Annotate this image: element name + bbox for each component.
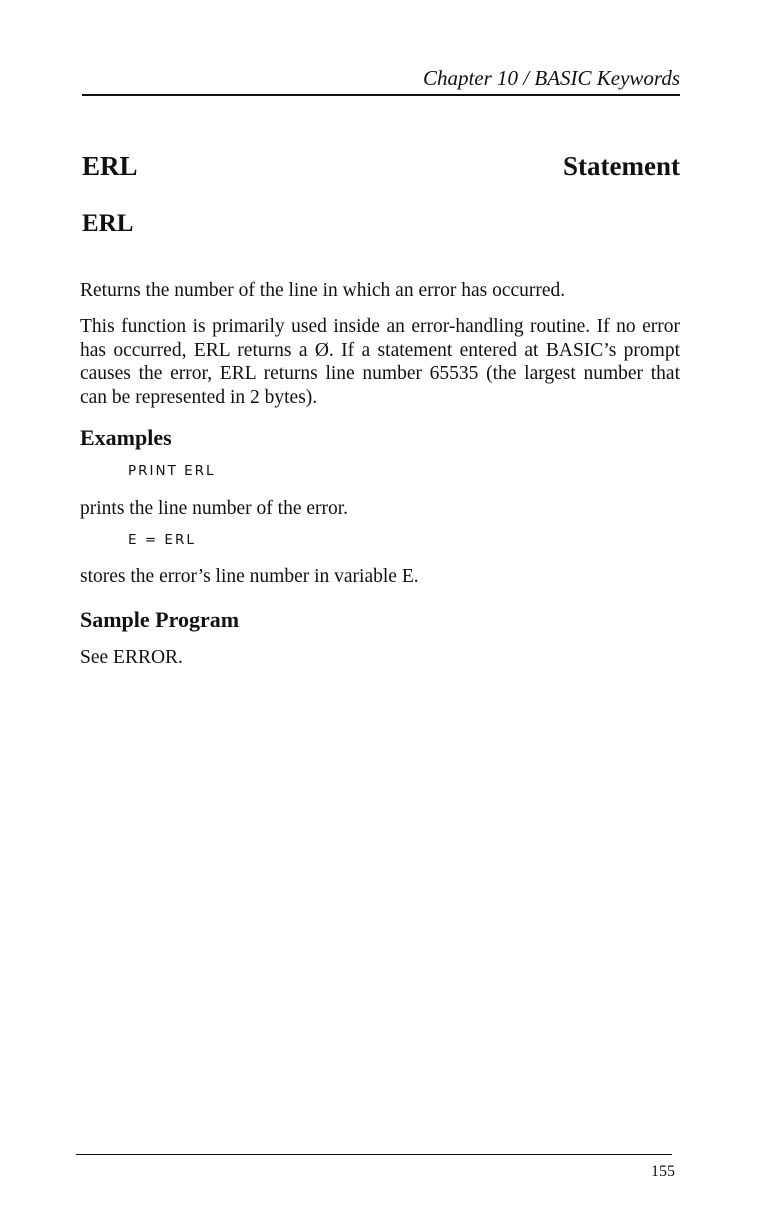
- sample-program-heading: Sample Program: [80, 607, 240, 632]
- summary-paragraph: Returns the number of the line in which an error has occurred.: [80, 280, 566, 301]
- keyword-title: ERL: [82, 151, 138, 181]
- example-code-1: PRINT ERL: [128, 463, 216, 479]
- header-rule: [82, 94, 680, 96]
- sample-program-text: See ERROR.: [80, 647, 183, 668]
- example-code-2: E = ERL: [128, 532, 196, 548]
- example-explanation-1: prints the line number of the error.: [80, 498, 349, 519]
- footer-rule: [76, 1154, 672, 1155]
- running-head: Chapter 10 / BASIC Keywords: [422, 66, 680, 90]
- examples-heading: Examples: [80, 425, 172, 450]
- keyword-type: Statement: [563, 151, 680, 181]
- description-paragraph: This function is primarily used inside an error-handling routine. If no error has occurred, ERL returns a Ø. If a statement entered at BASIC’s prompt causes the error, ERL returns line number 65535 (the largest number that can be represented in 2 bytes).: [80, 316, 680, 408]
- example-explanation-2: stores the error’s line number in variable E.: [80, 566, 419, 587]
- syntax-line: ERL: [82, 210, 134, 237]
- page-number: 155: [651, 1163, 675, 1180]
